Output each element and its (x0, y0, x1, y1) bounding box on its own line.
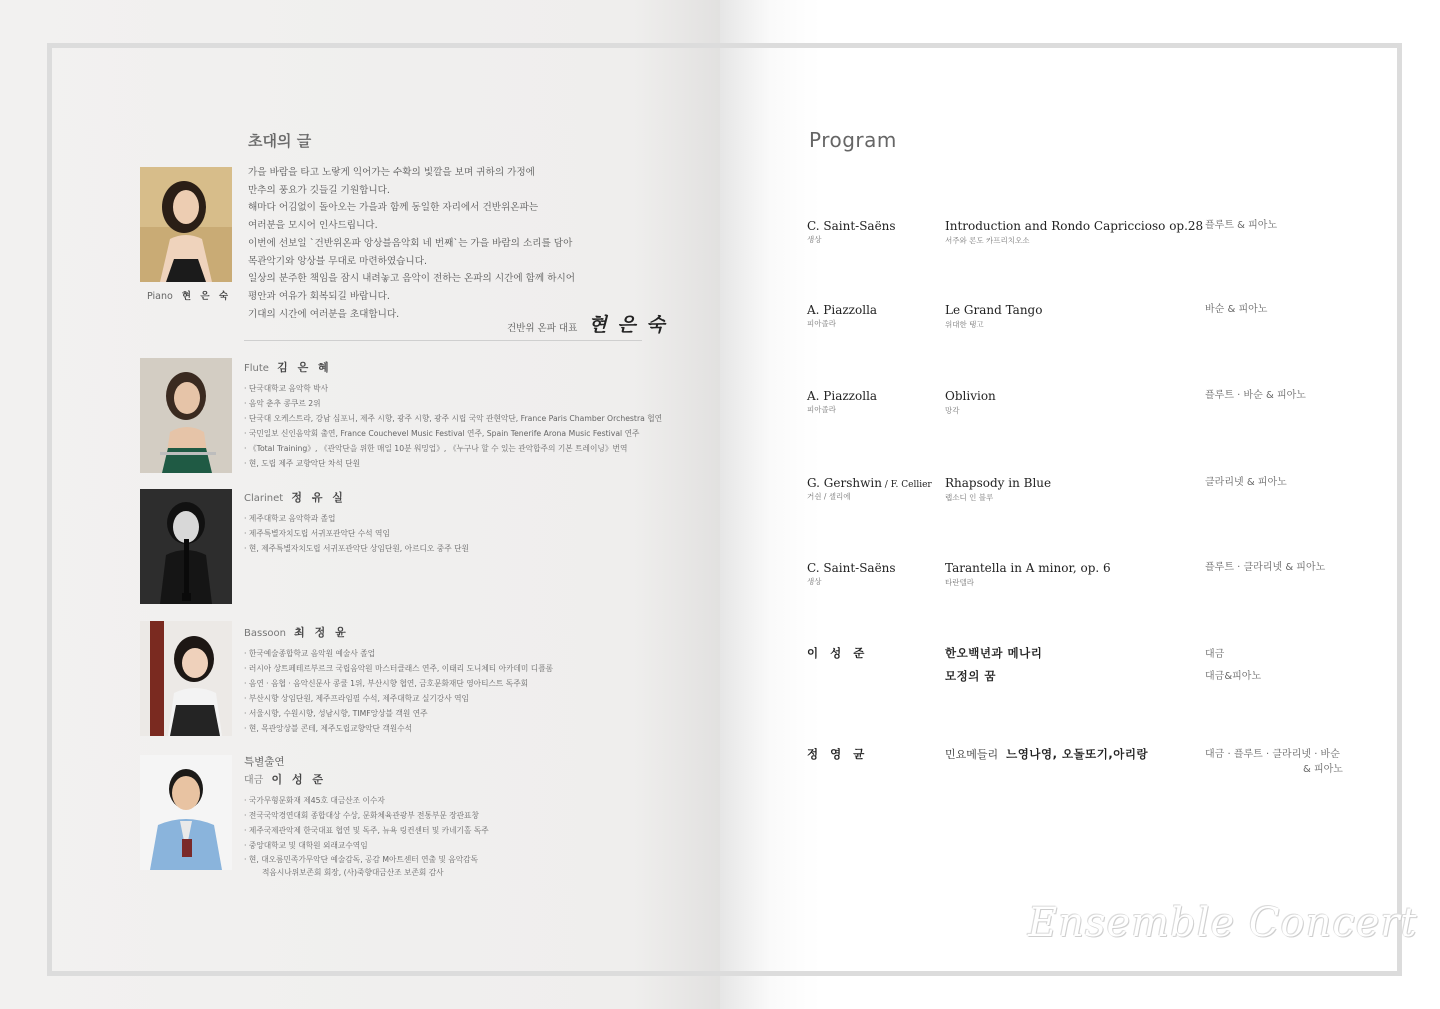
clarinet-photo (140, 489, 232, 604)
work-korean: 위대한 탱고 (945, 320, 984, 329)
piano-name: 현 은 숙 (181, 291, 232, 302)
bio-item: · 단국대 오케스트라, 강남 심포니, 제주 시향, 광주 시향, 광주 시립 국악 관현악단, France Paris Chamber Orchestra 협연 (244, 411, 704, 426)
bio-item: · 국민일보 신인음악회 출연, France Couchevel Music Festival 연주, Spain Tenerife Arona Music Festival 연주 (244, 426, 704, 441)
bio-item: · 《Total Training》, 《관악단을 위한 매일 10분 워밍업》, 《누구나 할 수 있는 관악합주의 기본 트레이닝》번역 (244, 441, 704, 456)
work-title: Le Grand Tango (945, 303, 1043, 317)
bio-item: · 러시아 상트페테르부르크 국립음악원 마스터클래스 연주, 이태리 도니체티 아카데미 디플롬 (244, 661, 704, 676)
section-divider (244, 340, 642, 341)
bio-item: · 음악 춘추 콩쿠르 2위 (244, 396, 704, 411)
invitation-line: 해마다 어김없이 돌아오는 가을과 함께 동일한 자리에서 건반위온파는 (248, 202, 539, 214)
signature-label: 건반위 온파 대표 (507, 323, 578, 334)
invitation-line: 일상의 분주한 책임을 잠시 내려놓고 음악이 전하는 온파의 시간에 함께 하시어 (248, 273, 576, 285)
instrumentation: 대금&피아노 (1205, 671, 1262, 682)
special-name: 이 성 준 (271, 773, 327, 786)
bio-item: · 중앙대학교 및 대학원 외래교수역임 (244, 838, 704, 853)
invitation-line: 기대의 시간에 여러분을 초대합니다. (248, 308, 400, 320)
invitation-line: 가을 바람을 타고 노랗게 익어가는 수확의 빛깔을 보며 귀하의 가정에 (248, 167, 535, 178)
flute-role: Flute (244, 363, 269, 374)
performer-name: 이 성 준 (807, 646, 869, 660)
special-bio (244, 754, 704, 879)
work-korean: 타란텔라 (945, 578, 974, 587)
invitation-line: 평안과 여유가 회복되길 바랍니다. (248, 290, 390, 302)
composer-korean: 생상 (807, 235, 822, 244)
piano-role: Piano (147, 291, 173, 302)
composer-name: A. Piazzolla (807, 303, 878, 317)
flute-bio-list (244, 381, 704, 471)
special-role: 대금 (244, 775, 264, 786)
bassoon-bio (244, 624, 704, 736)
piano-caption (147, 288, 231, 302)
special-bio-list (244, 793, 704, 879)
daegeum-photo (140, 755, 232, 870)
instrumentation: 플루트 · 클라리넷 & 피아노 (1205, 562, 1326, 573)
composer-name: G. Gershwin (807, 476, 882, 490)
bio-item: · 현, 도립 제주 교향악단 차석 단원 (244, 456, 704, 471)
program-item (807, 219, 1367, 279)
bassoon-role: Bassoon (244, 628, 286, 639)
work-title: Introduction and Rondo Capriccioso op.28 (945, 219, 1204, 233)
work-korean: 랩소디 인 블루 (945, 493, 994, 502)
invitation-title: 초대의 글 (248, 132, 312, 150)
composer-korean: 피아졸라 (807, 405, 836, 414)
composer-korean: 피아졸라 (807, 319, 836, 328)
program-title: Program (809, 128, 897, 152)
invitation-line: 이번에 선보일 `건반위온파 앙상블음악회 네 번째`는 가을 바람의 소리를 담아 (248, 237, 573, 249)
clarinet-role: Clarinet (244, 493, 284, 504)
bio-item: · 한국예술종합학교 음악원 예술사 졸업 (244, 646, 704, 661)
signature (507, 310, 667, 337)
bio-item: · 단국대학교 음악학 박사 (244, 381, 704, 396)
program-item (807, 561, 1367, 621)
bio-item: · 국가무형문화재 제45호 대금산조 이수자 (244, 793, 704, 808)
bio-item-continuation: 적음시나위보존회 회장, (사)죽향대금산조 보존회 감사 (262, 868, 444, 877)
work-name: 느영나영, 오돌또기,아리랑 (1006, 747, 1149, 761)
instrumentation: 대금 (1205, 649, 1225, 660)
bassoon-heading (244, 624, 704, 640)
signature-name: 현 은 숙 (588, 314, 667, 336)
instrumentation: 플루트 & 피아노 (1205, 220, 1278, 231)
composer-name: C. Saint-Saëns (807, 561, 896, 575)
flute-bio (244, 359, 704, 471)
invitation-body (248, 164, 648, 323)
flute-photo (140, 358, 232, 473)
work-title: 모정의 꿈 (945, 669, 996, 683)
special-heading (244, 771, 704, 787)
composer-name: C. Saint-Saëns (807, 219, 896, 233)
bassoon-photo (140, 621, 232, 736)
work-title: Oblivion (945, 389, 996, 403)
bassoon-bio-list (244, 646, 704, 736)
instrumentation: & 피아노 (1303, 764, 1343, 775)
work-korean: 서주와 론도 카프리치오소 (945, 236, 1030, 245)
bio-item: · 제주국제관악제 한국대표 협연 및 독주, 뉴욕 링컨센터 및 카네기홀 독주 (244, 823, 704, 838)
clarinet-bio-list (244, 511, 704, 556)
composer-name: 정 영 균 (807, 747, 869, 761)
ensemble-watermark: Ensemble Concert (1028, 900, 1418, 946)
bio-item: · 현, 제주특별자치도립 서귀포관악단 상임단원, 아르디오 중주 단원 (244, 541, 704, 556)
bio-item: · 부산시향 상임단원, 제주프라임필 수석, 제주대학교 실기강사 역임 (244, 691, 704, 706)
composer (807, 219, 896, 233)
instrumentation: 바순 & 피아노 (1205, 304, 1268, 315)
program-item-medley (807, 746, 1367, 786)
bassoon-name: 최 정 윤 (294, 626, 349, 639)
composer (807, 389, 877, 403)
bio-item: · 음연 · 음협 · 음악신문사 콩쿨 1위, 부산시향 협연, 금호문화재단 영아티스트 독주회 (244, 676, 704, 691)
clarinet-heading (244, 489, 704, 505)
bio-item-text: 현, 대오름민족가무악단 예술감독, 공감 M아트센터 연출 및 음악감독 (248, 855, 479, 864)
bio-item (244, 853, 704, 879)
work-title (945, 746, 1148, 762)
invitation-line: 여러분을 모시어 인사드립니다. (248, 220, 378, 232)
program-item-korean (807, 645, 1367, 695)
instrumentation: 클라리넷 & 피아노 (1205, 477, 1287, 488)
piano-photo (140, 167, 232, 282)
bio-item: · 제주대학교 음악학과 졸업 (244, 511, 704, 526)
clarinet-name: 정 유 실 (291, 491, 346, 504)
composer-arranger: / F. Cellier (881, 480, 932, 490)
flute-name: 김 은 혜 (277, 361, 332, 374)
bio-item: · 제주특별자치도립 서귀포관악단 수석 역임 (244, 526, 704, 541)
clarinet-bio (244, 489, 704, 556)
invitation-line: 만추의 풍요가 깃들길 기원합니다. (248, 184, 390, 196)
bio-item: · 서울시향, 수원시향, 성남시향, TIMF앙상블 객원 연주 (244, 706, 704, 721)
flute-heading (244, 359, 704, 375)
invitation-line: 목관악기와 앙상블 무대로 마련하였습니다. (248, 255, 428, 267)
composer (807, 561, 896, 575)
instrumentation: 대금 · 플루트 · 클라리넷 · 바순 (1205, 749, 1340, 760)
bio-item: · 전국국악경연대회 종합대상 수상, 문화체육관광부 전통부문 장관표창 (244, 808, 704, 823)
composer-korean: 거쉰 / 셀리에 (807, 492, 851, 501)
composer-name: A. Piazzolla (807, 389, 878, 403)
program-item (807, 476, 1367, 536)
composer-korean: 생상 (807, 577, 822, 586)
work-title: 한오백년과 메나리 (945, 646, 1043, 660)
composer (807, 303, 877, 317)
program-item (807, 303, 1367, 363)
special-label: 특별출연 (244, 756, 285, 768)
work-title: Rhapsody in Blue (945, 476, 1052, 490)
work-title: Tarantella in A minor, op. 6 (945, 561, 1111, 575)
composer (807, 476, 932, 490)
program-item (807, 389, 1367, 449)
instrumentation: 플루트 · 바순 & 피아노 (1205, 390, 1306, 401)
work-korean: 망각 (945, 406, 960, 415)
bio-item: · 현, 목관앙상블 콘테, 제주도립교향악단 객원수석 (244, 721, 704, 736)
work-prefix: 민요메들리 (945, 748, 999, 761)
